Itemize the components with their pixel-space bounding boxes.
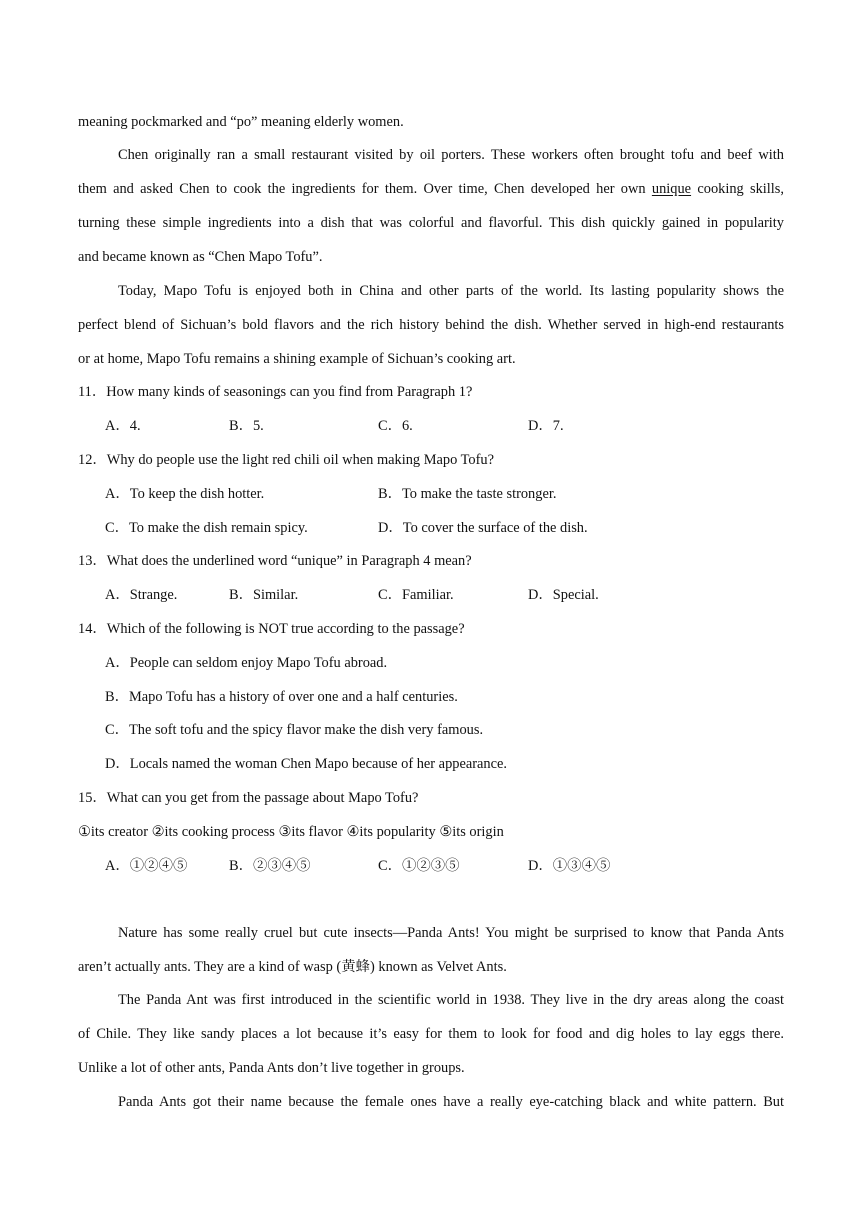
question-stem: 12．Why do people use the light red chili oil when making Mapo Tofu? [78, 452, 494, 468]
passage-line: Today, Mapo Tofu is enjoyed both in China and other parts of the world. Its lasting popularity shows the [118, 283, 784, 299]
option-b: B．Similar. [229, 587, 299, 603]
option-b: B．Mapo Tofu has a history of over one and a half centuries. [105, 689, 458, 705]
option-c: C．To make the dish remain spicy. [105, 520, 308, 536]
option-a: A．People can seldom enjoy Mapo Tofu abroad. [105, 655, 388, 671]
option-c: C．Familiar. [378, 587, 454, 603]
question-stem: 11．How many kinds of seasonings can you find from Paragraph 1? [78, 384, 473, 400]
passage-line: Nature has some really cruel but cute insects—Panda Ants! You might be surprised to know that Panda Ants [118, 925, 784, 941]
option-d: D．Locals named the woman Chen Mapo because of her appearance. [105, 756, 507, 772]
option-c: C．①②③⑤ [378, 858, 460, 874]
option-d: D．7. [528, 418, 564, 434]
option-d: D．①③④⑤ [528, 858, 611, 874]
passage-line: The Panda Ant was first introduced in the scientific world in 1938. They live in the dry areas along the coast [118, 992, 784, 1008]
passage-line: meaning pockmarked and “po” meaning elderly women. [78, 114, 404, 130]
passage-line: turning these simple ingredients into a dish that was colorful and flavorful. This dish quickly gained in popularity [78, 215, 784, 231]
question-stem: 14．Which of the following is NOT true according to the passage? [78, 621, 465, 637]
option-d: D．To cover the surface of the dish. [378, 520, 588, 536]
option-a: A．To keep the dish hotter. [105, 486, 265, 502]
option-b: B．5. [229, 418, 264, 434]
option-b: B．②③④⑤ [229, 858, 311, 874]
text-run: them and asked Chen to cook the ingredients for them. Over time, Chen developed her own [78, 181, 652, 197]
question-stem: 15．What can you get from the passage about Mapo Tofu? [78, 790, 419, 806]
option-c: C．The soft tofu and the spicy flavor make the dish very famous. [105, 722, 484, 738]
passage-line: perfect blend of Sichuan’s bold flavors and the rich history behind the dish. Whether served in high-end restaurants [78, 317, 784, 333]
option-d: D．Special. [528, 587, 599, 603]
option-a: A．①②④⑤ [105, 858, 188, 874]
passage-line: of Chile. They like sandy places a lot because it’s easy for them to look for food and dig holes to lay eggs there. [78, 1026, 784, 1042]
passage-line: Panda Ants got their name because the female ones have a really eye-catching black and white pattern. But [118, 1094, 784, 1110]
passage-line: Chen originally ran a small restaurant visited by oil porters. These workers often brought tofu and beef with [118, 147, 784, 163]
passage-line: aren’t actually ants. They are a kind of wasp (黄蜂) known as Velvet Ants. [78, 959, 507, 975]
passage-line: Unlike a lot of other ants, Panda Ants don’t live together in groups. [78, 1060, 465, 1076]
option-c: C．6. [378, 418, 413, 434]
option-b: B．To make the taste stronger. [378, 486, 557, 502]
text-run: cooking skills, [691, 181, 785, 197]
option-a: A．Strange. [105, 587, 178, 603]
passage-line: or at home, Mapo Tofu remains a shining example of Sichuan’s cooking art. [78, 351, 516, 367]
option-a: A．4. [105, 418, 141, 434]
question-stem: 13．What does the underlined word “unique” in Paragraph 4 mean? [78, 553, 472, 569]
passage-line [78, 181, 784, 198]
passage-line: and became known as “Chen Mapo Tofu”. [78, 249, 323, 265]
underlined-word: unique [651, 181, 692, 197]
choice-list: ①its creator ②its cooking process ③its flavor ④its popularity ⑤its origin [78, 824, 504, 840]
